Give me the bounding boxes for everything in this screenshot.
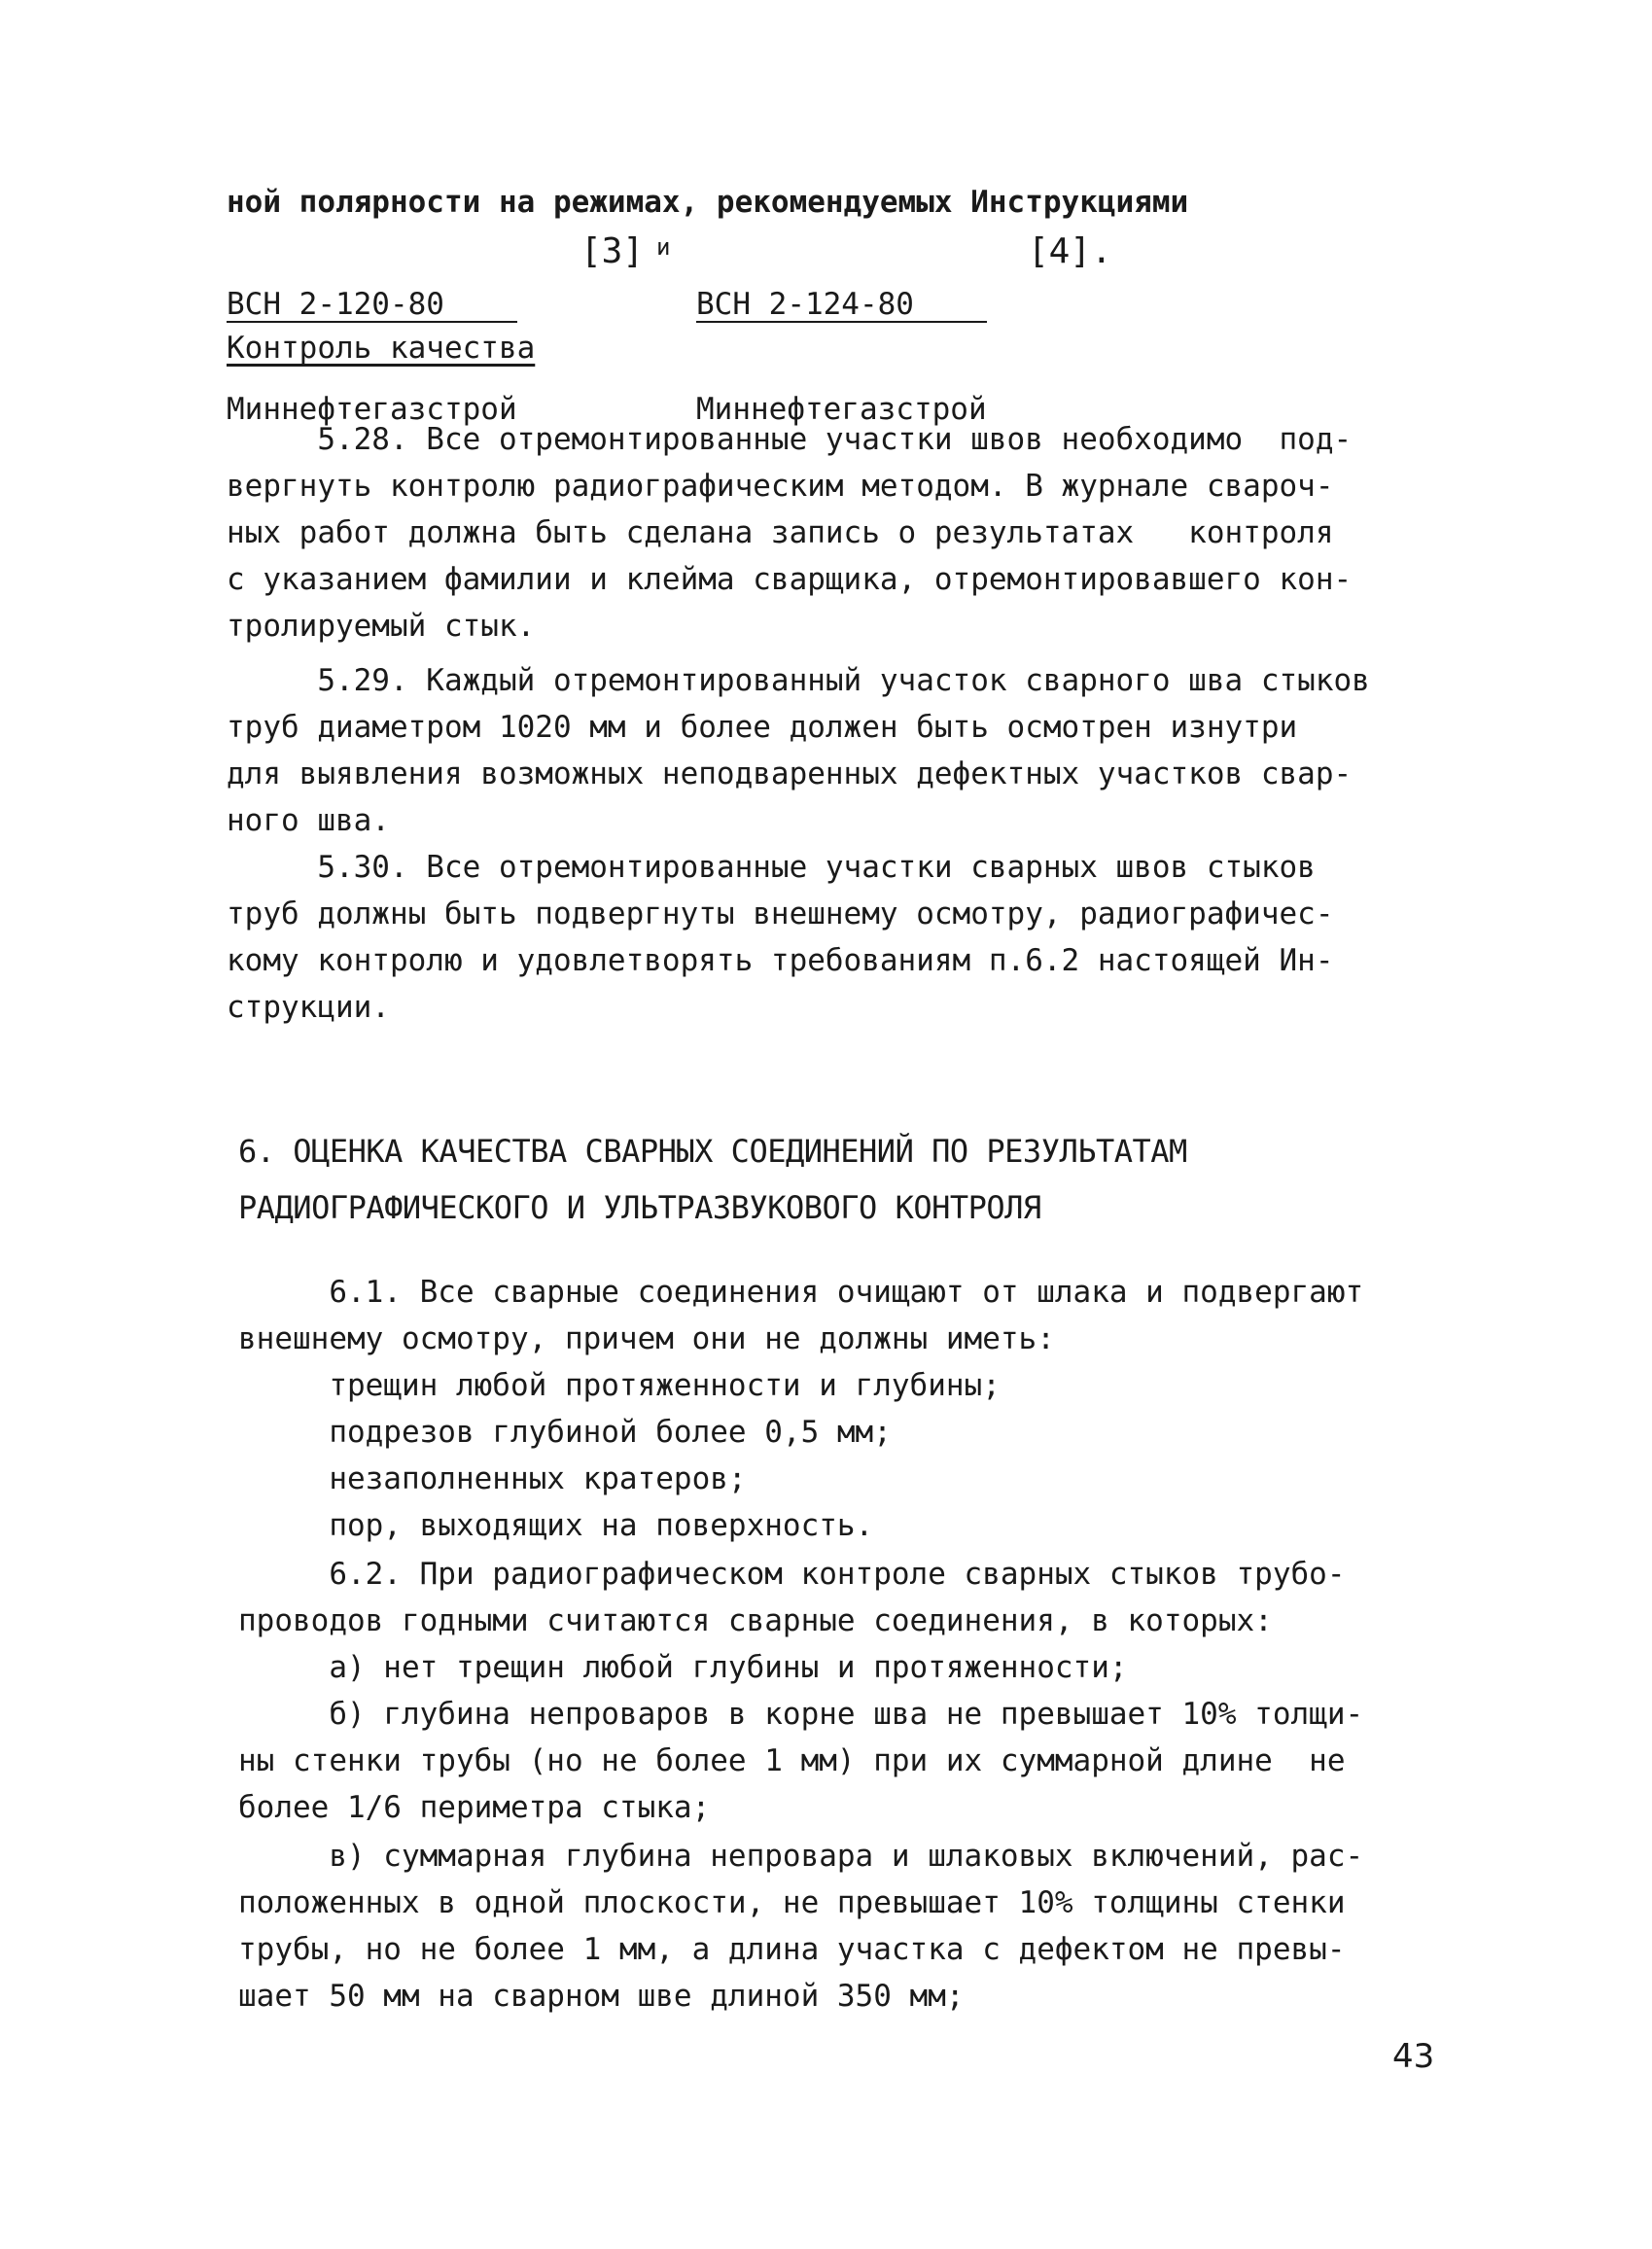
section-title-quality-control: Контроль качества: [227, 331, 536, 366]
citation-4: [4].: [1028, 231, 1112, 271]
paragraph-5-30: 5.30. Все отремонтированные участки сварных швов стыков труб должны быть подвергнуты внешнему осмотру, радиографичес- кому контролю и удовлетворять требованиям п.6.2 настоящей Ин- струкции.: [227, 850, 1334, 1025]
page-number: 43: [1392, 2037, 1435, 2076]
paragraph-6-1: 6.1. Все сварные соединения очищают от шлака и подвергают внешнему осмотру, причем они не должны иметь: трещин любой протяженности и глубины; подрезов глубиной более 0,5 мм; незаполненных кратеров; пор, выходящих на поверхность.: [238, 1275, 1364, 1543]
reference-code: ВСН 2-124-80: [696, 288, 987, 323]
reference-ministry: Миннефтегазстрой: [227, 392, 517, 427]
reference-code: ВСН 2-120-80: [227, 288, 517, 323]
section-heading-6: 6. ОЦЕНКА КАЧЕСТВА СВАРНЫХ СОЕДИНЕНИЙ ПО РЕЗУЛЬТАТАМ РАДИОГРАФИЧЕСКОГО И УЛЬТРАЗВУКОВОГО КОНТРОЛЯ: [238, 1133, 1187, 1226]
paragraph-6-2: 6.2. При радиографическом контроле сварных стыков трубо- проводов годными считаются сварные соединения, в которых: а) нет трещин любой глубины и протяженности; б) глубина непроваров в корне шва не превышает 10% толщи- ны стенки трубы (но не более 1 мм) при их суммарной длине не более 1/6 периметра стыка;: [238, 1557, 1364, 1825]
paragraph-5-29: 5.29. Каждый отремонтированный участок сварного шва стыков труб диаметром 1020 мм и более должен быть осмотрен изнутри для выявления возможных неподваренных дефектных участков свар- ного шва.: [227, 663, 1370, 838]
intro-line: ной полярности на режимах, рекомендуемых Инструкциями: [227, 185, 1189, 220]
citation-3: [3]: [580, 231, 645, 271]
paragraph-6-2-v: в) суммарная глубина непровара и шлаковых включений, рас- положенных в одной плоскости, не превышает 10% толщины стенки трубы, но не более 1 мм, а длина участка с дефектом не превы- шает 50 мм на сварном шве длиной 350 мм;: [238, 1839, 1364, 2014]
conjunction: и: [656, 233, 671, 261]
reference-ministry: Миннефтегазстрой: [696, 392, 987, 427]
paragraph-5-28: 5.28. Все отремонтированные участки швов необходимо под- вергнуть контролю радиографическим методом. В журнале свароч- ных работ должна быть сделана запись о результатах контроля с указанием фамилии и клейма сварщика, отремонтировавшего кон- тролируемый стык.: [227, 422, 1353, 644]
